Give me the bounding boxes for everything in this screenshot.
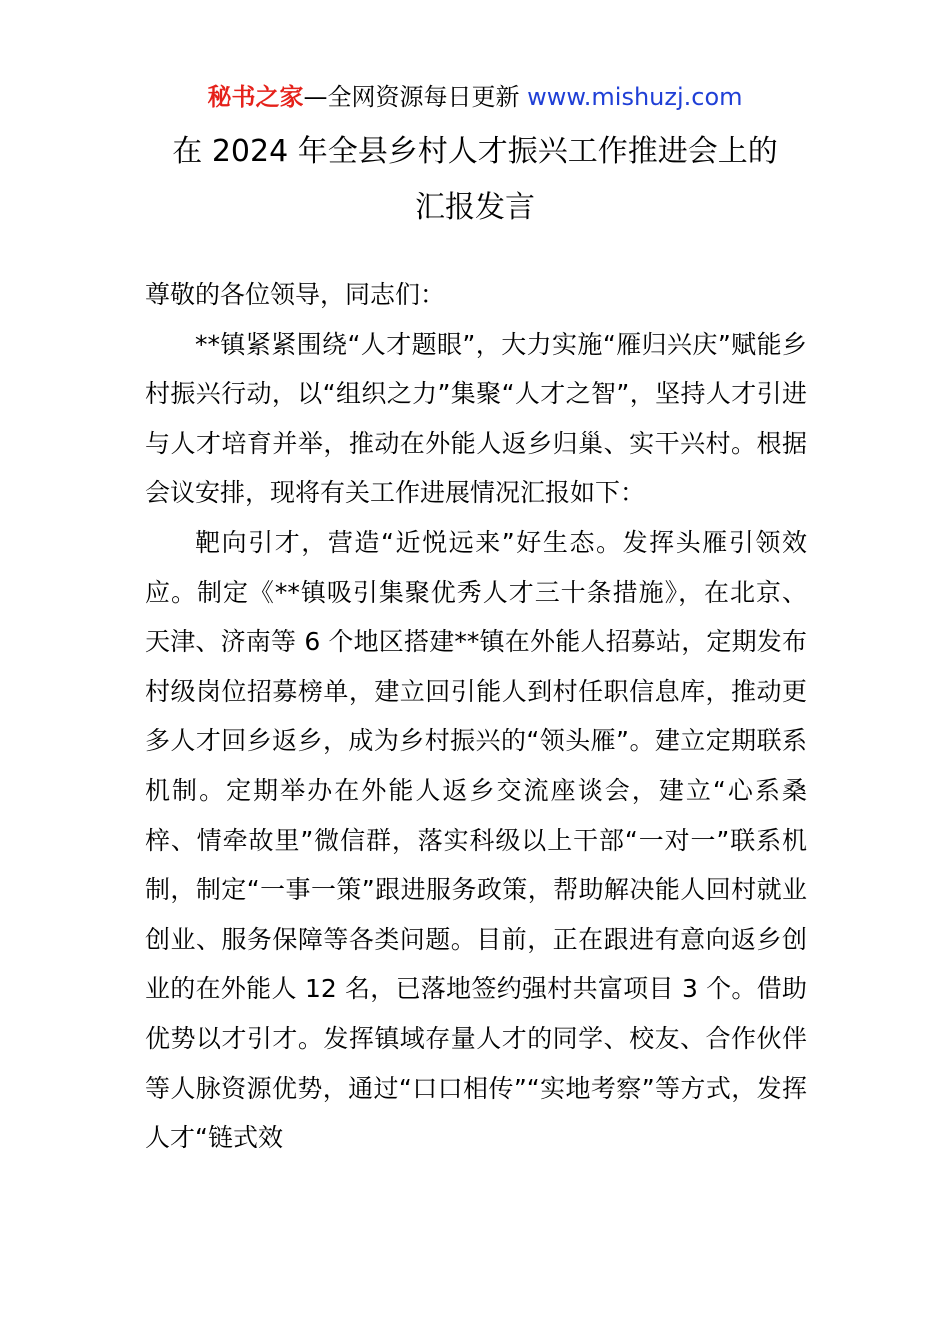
paragraph-talent-recruitment: 靶向引才，营造“近悦远来”好生态。发挥头雁引领效应。制定《**镇吸引集聚优秀人才三十条措施》，在北京、天津、济南等 6 个地区搭建**镇在外能人招募站，定期发布村级岗位招募榜单，建立回引能人到村任职信息库，推动更多人才回乡返乡，成为乡村振兴的“领头雁”。建立定期联系机制。定期举办在外能人返乡交流座谈会，建立“心系桑梓、情牵故里”微信群，落实科级以上干部“一对一”联系机制，制定“一事一策”跟进服务政策，帮助解决能人回村就业创业、服务保障等各类问题。目前，正在跟进有意向返乡创业的在外能人 12 名，已落地签约强村共富项目 3 个。借助优势以才引才。发挥镇域存量人才的同学、校友、合作伙伴等人脉资源优势，通过“口口相传”“实地考察”等方式，发挥人才“链式效 <box>145 527 807 1153</box>
paragraph-intro: **镇紧紧围绕“人才题眼”，大力实施“雁归兴庆”赋能乡村振兴行动，以“组织之力”集聚“人才之智”，坚持人才引进与人才培育并举，推动在外能人返乡归巢、实干兴村。根据会议安排，现将有关工作进展情况汇报如下： <box>145 329 807 508</box>
document-body <box>145 270 807 1163</box>
title-line-1: 在 2024 年全县乡村人才振兴工作推进会上的 <box>172 134 778 169</box>
document-title <box>0 124 950 236</box>
site-tagline: —全网资源每日更新 <box>303 83 520 111</box>
site-url-link[interactable]: www.mishuzj.com <box>527 83 743 111</box>
site-brand: 秘书之家 <box>207 83 304 111</box>
salutation: 尊敬的各位领导，同志们： <box>145 280 446 309</box>
title-line-2: 汇报发言 <box>415 190 535 225</box>
site-header <box>0 80 950 114</box>
